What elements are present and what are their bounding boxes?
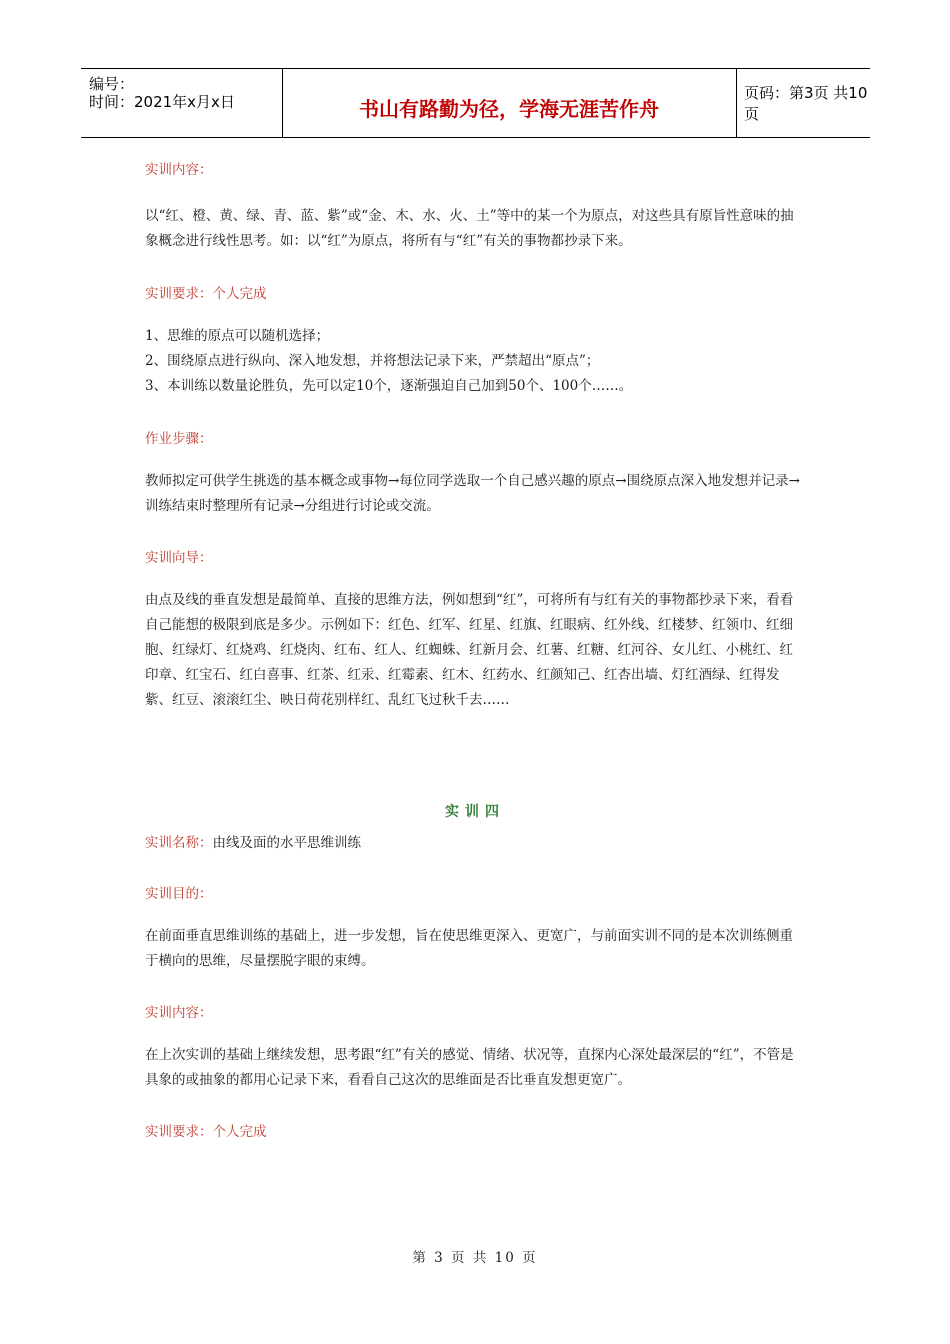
section-heading: 实训内容： xyxy=(145,162,213,178)
header-page-cell xyxy=(736,69,870,137)
motto: 书山有路勤为径，学海无涯苦作舟 xyxy=(359,96,659,121)
list-item: 1、思维的原点可以随机选择； xyxy=(145,328,330,344)
header-meta xyxy=(81,69,283,137)
section-heading: 实训向导： xyxy=(145,550,213,566)
section-heading: 作业步骤： xyxy=(145,431,213,447)
list-item: 3、本训练以数量论胜负，先可以定10个，逐渐强迫自己加到50个、100个……。 xyxy=(145,378,633,394)
number-label: 编号： xyxy=(89,75,135,93)
header-motto-cell xyxy=(282,69,737,137)
section-heading: 实训目的： xyxy=(145,886,213,902)
page-footer: 第 3 页 共 10 页 xyxy=(412,1250,538,1266)
paragraph: 在前面垂直思维训练的基础上，进一步发想，旨在使思维更深入、更宽广，与前面实训不同的是本次训练侧重于横向的思维，尽量摆脱字眼的束缚。 xyxy=(145,928,793,969)
list-item: 2、围绕原点进行纵向、深入地发想，并将想法记录下来，严禁超出“原点”； xyxy=(145,353,600,369)
paragraph: 由点及线的垂直发想是最简单、直接的思维方法，例如想到“红”，可将所有与红有关的事物都抄录下来，看看自己能想的极限到底是多少。示例如下：红色、红军、红星、红旗、红眼病、红外线、红楼梦、红领巾、红细胞、红绿灯、红烧鸡、红烧肉、红布、红人、红蜘蛛、红新月会、红薯、红糖、红河谷、女儿红、小桃红、红印章、红宝石、红白喜事、红茶、红汞、红霉素、红木、红药水、红颜知己、红杏出墙、灯红酒绿、红得发紫、红豆、滚滚红尘、映日荷花别样红、乱红飞过秋千去…… xyxy=(145,592,794,708)
section-heading: 实训要求：个人完成 xyxy=(145,286,267,302)
section-center-title: 实训四 xyxy=(445,804,505,820)
section-heading: 实训内容： xyxy=(145,1005,213,1021)
paragraph: 以“红、橙、黄、绿、青、蓝、紫”或“金、木、水、火、土”等中的某一个为原点，对这些具有原旨性意味的抽象概念进行线性思考。如：以“红”为原点，将所有与“红”有关的事物都抄录下来。 xyxy=(145,208,794,249)
page-label: 页码：第3页 共10页 xyxy=(744,84,868,123)
paragraph: 在上次实训的基础上继续发想，思考跟“红”有关的感觉、情绪、状况等，直探内心深处最深层的“红”，不管是具象的或抽象的都用心记录下来，看看自己这次的思维面是否比垂直发想更宽广。 xyxy=(145,1047,794,1088)
time-label: 时间：2021年x月x日 xyxy=(89,93,235,111)
section-heading: 实训要求：个人完成 xyxy=(145,1124,267,1140)
section-heading: 实训名称： xyxy=(145,835,213,851)
requirements-list xyxy=(145,324,805,399)
page-header xyxy=(81,68,870,138)
training-name: 由线及面的水平思维训练 xyxy=(212,835,361,851)
paragraph: 教师拟定可供学生挑选的基本概念或事物→每位同学选取一个自己感兴趣的原点→围绕原点深入地发想并记录→训练结束时整理所有记录→分组进行讨论或交流。 xyxy=(145,473,800,514)
